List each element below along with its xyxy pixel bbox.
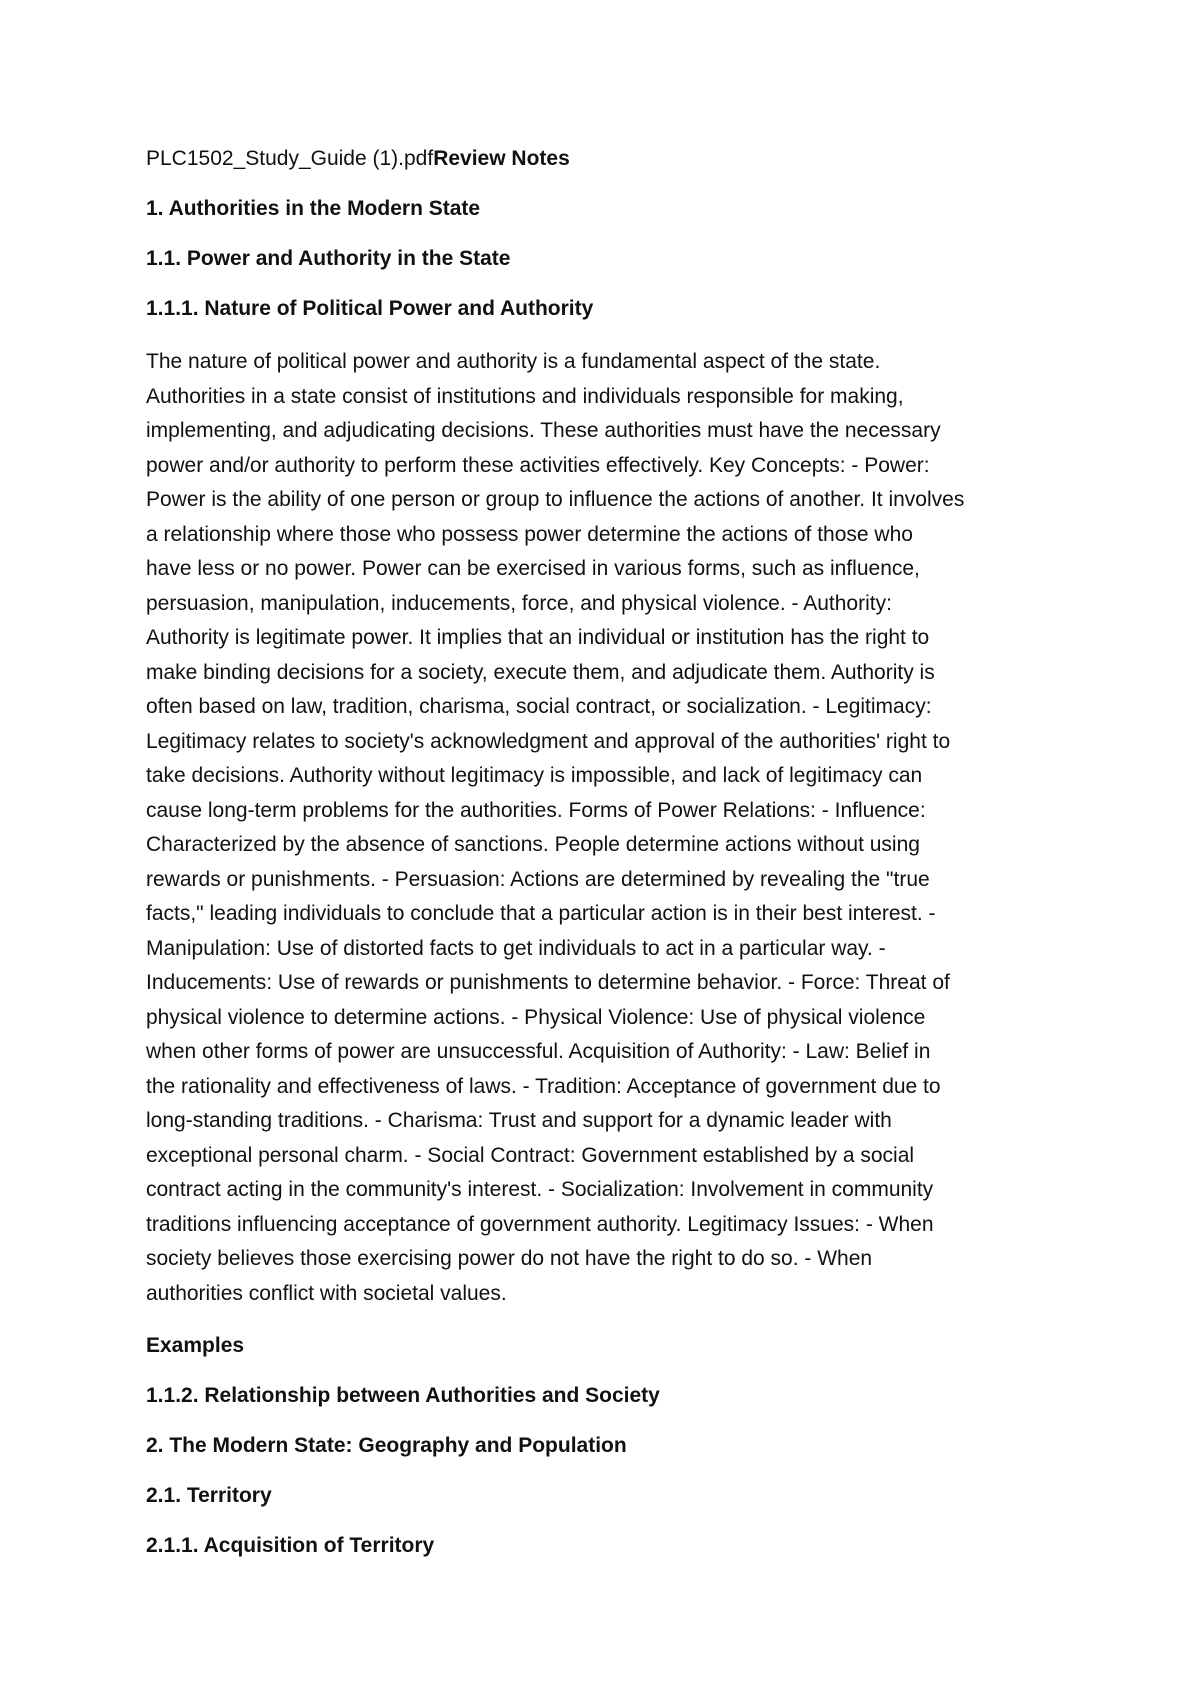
paragraph-line: Inducements: Use of rewards or punishments to determine behavior. - Force: Threat of xyxy=(146,971,950,994)
heading-section-2-1-1: 2.1.1. Acquisition of Territory xyxy=(146,1534,435,1557)
paragraph-line: Authorities in a state consist of institutions and individuals responsible for making, xyxy=(146,384,904,408)
paragraph-line: contract acting in the community's interest. - Socialization: Involvement in community xyxy=(146,1178,934,1201)
heading-section-1-1: 1.1. Power and Authority in the State xyxy=(146,247,511,270)
paragraph-line: persuasion, manipulation, inducements, force, and physical violence. - Authority: xyxy=(146,591,892,615)
document-page xyxy=(146,145,1081,1582)
paragraph-line: implementing, and adjudicating decisions. These authorities must have the necessary xyxy=(146,419,941,442)
paragraph-line: Legitimacy relates to society's acknowledgment and approval of the authorities' right to xyxy=(146,729,951,753)
heading-section-1: 1. Authorities in the Modern State xyxy=(146,197,481,220)
paragraph-line: take decisions. Authority without legitimacy is impossible, and lack of legitimacy can xyxy=(146,764,923,787)
heading-section-2: 2. The Modern State: Geography and Population xyxy=(146,1434,627,1457)
paragraph-line: Power is the ability of one person or group to influence the actions of another. It involves xyxy=(146,488,965,511)
heading-examples: Examples xyxy=(146,1334,245,1357)
paragraph-line: society believes those exercising power do not have the right to do so. - When xyxy=(146,1247,873,1270)
heading-section-1-1-2: 1.1.2. Relationship between Authorities and Society xyxy=(146,1384,660,1407)
paragraph-line: power and/or authority to perform these activities effectively. Key Concepts: - Power: xyxy=(146,453,930,477)
paragraph-line: when other forms of power are unsuccessful. Acquisition of Authority: - Law: Belief in xyxy=(146,1040,931,1063)
paragraph-line: often based on law, tradition, charisma, social contract, or socialization. - Legitimacy: xyxy=(146,695,932,718)
paragraph-line: have less or no power. Power can be exercised in various forms, such as influence, xyxy=(146,557,920,580)
paragraph-line: facts," leading individuals to conclude that a particular action is in their best interest. - xyxy=(146,902,936,925)
paragraph-line: traditions influencing acceptance of government authority. Legitimacy Issues: - When xyxy=(146,1212,934,1236)
paragraph-line: The nature of political power and authority is a fundamental aspect of the state. xyxy=(146,350,881,373)
paragraph-line: exceptional personal charm. - Social Contract: Government established by a social xyxy=(146,1143,915,1167)
heading-section-1-1-1: 1.1.1. Nature of Political Power and Authority xyxy=(146,297,594,320)
body-paragraph xyxy=(146,345,1081,1311)
paragraph-line: Authority is legitimate power. It implies that an individual or institution has the right to xyxy=(146,626,930,649)
paragraph-line: Manipulation: Use of distorted facts to get individuals to act in a particular way. - xyxy=(146,936,886,960)
paragraph-line: cause long-term problems for the authorities. Forms of Power Relations: - Influence: xyxy=(146,798,926,822)
document-filename: PLC1502_Study_Guide (1).pdf xyxy=(146,147,434,170)
paragraph-line: rewards or punishments. - Persuasion: Actions are determined by revealing the "true xyxy=(146,867,930,891)
paragraph-line: a relationship where those who possess power determine the actions of those who xyxy=(146,522,913,546)
paragraph-line: authorities conflict with societal values. xyxy=(146,1281,507,1305)
document-title-suffix: Review Notes xyxy=(433,147,570,170)
paragraph-line: make binding decisions for a society, execute them, and adjudicate them. Authority is xyxy=(146,660,935,684)
paragraph-line: long-standing traditions. - Charisma: Trust and support for a dynamic leader with xyxy=(146,1109,892,1132)
paragraph-line: physical violence to determine actions. - Physical Violence: Use of physical violence xyxy=(146,1005,926,1029)
paragraph-line: Characterized by the absence of sanctions. People determine actions without using xyxy=(146,833,920,856)
document-title xyxy=(146,145,1081,173)
heading-section-2-1: 2.1. Territory xyxy=(146,1484,272,1507)
paragraph-line: the rationality and effectiveness of laws. - Tradition: Acceptance of government due to xyxy=(146,1074,941,1098)
